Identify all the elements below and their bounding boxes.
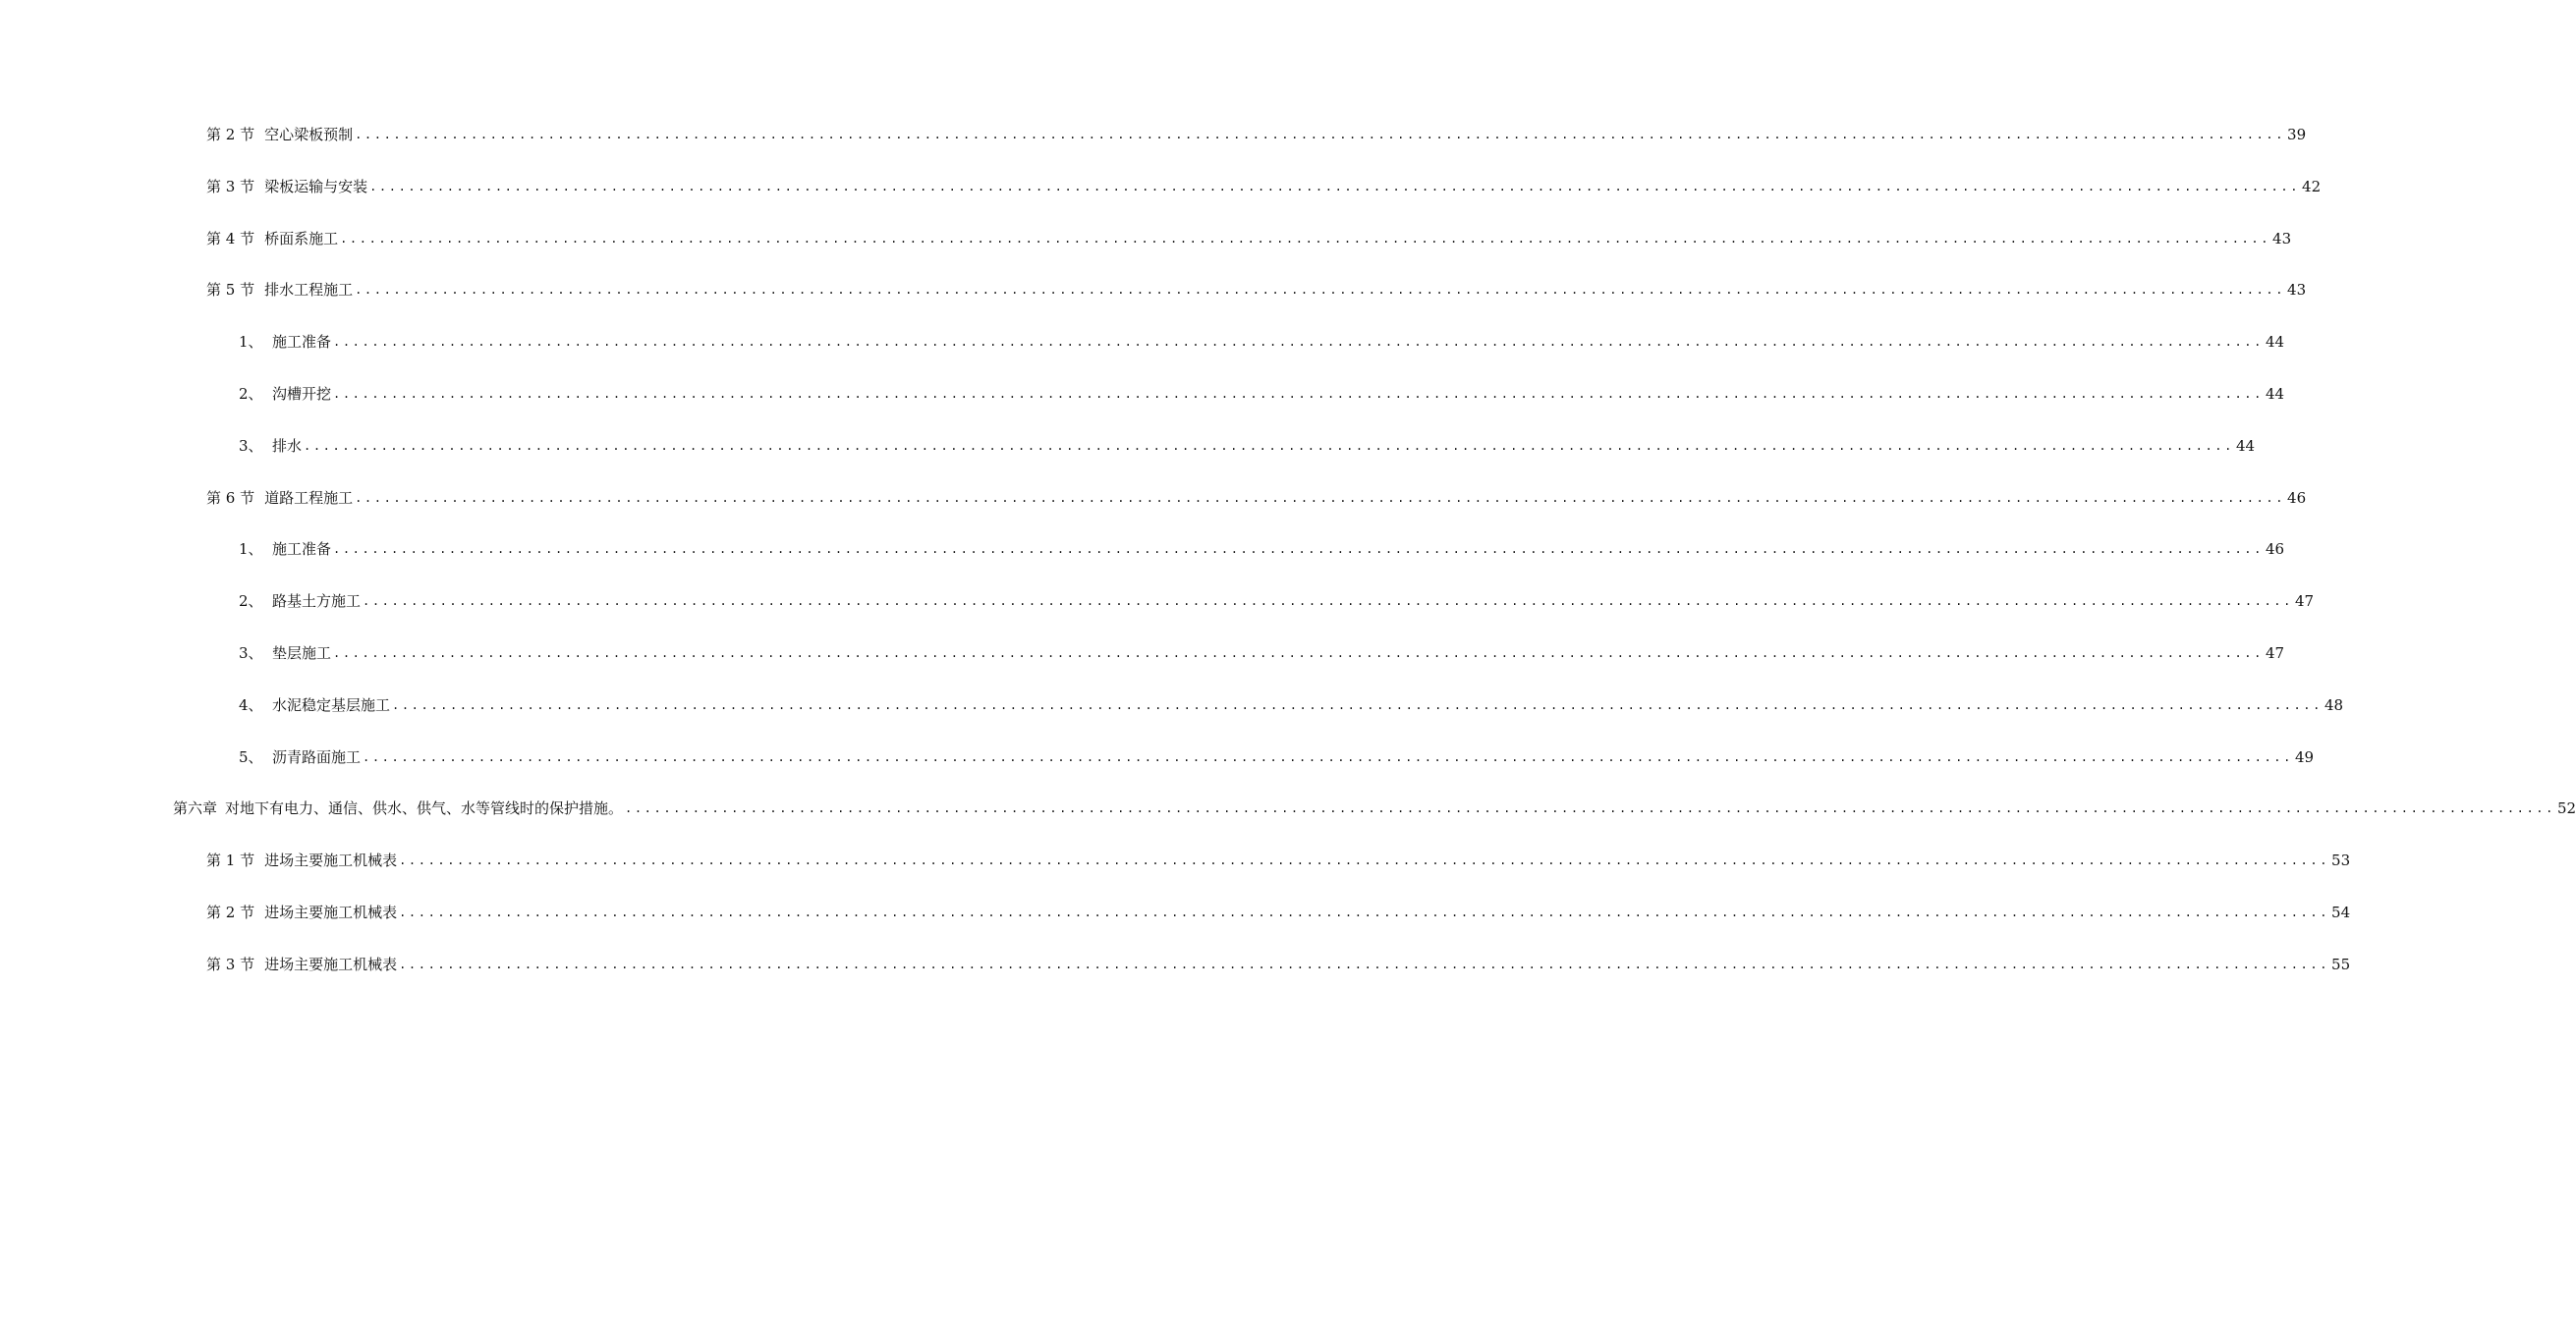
toc-entry-page-number: 47: [2294, 592, 2315, 611]
toc-entry-number: 4、: [239, 695, 263, 714]
toc-entry-title: 梁板运输与安装: [264, 177, 368, 195]
dot-leader: ........................................................................................................................................................................................................: [399, 905, 2330, 919]
toc-entry-title: 进场主要施工机械表: [264, 903, 398, 921]
toc-entry-number: 1、: [239, 540, 263, 559]
dot-leader: ........................................................................................................................................................................................................: [333, 335, 2264, 350]
toc-entry-page-number: 44: [2235, 436, 2256, 455]
toc-entry-page-number: 44: [2265, 384, 2285, 403]
toc-entry-item[interactable]: [0, 588, 2315, 640]
toc-entry-title: 道路工程施工: [264, 488, 354, 507]
toc-entry-title: 排水: [272, 436, 303, 455]
toc-entry-title: 对地下有电力、通信、供水、供气、水等管线时的保护措施。: [225, 799, 624, 818]
toc-entry-label: [206, 174, 367, 199]
toc-entry-number: 第 6 节: [206, 488, 255, 507]
dot-leader: ........................................................................................................................................................................................................: [399, 957, 2330, 971]
toc-entry-label: [206, 277, 353, 302]
dot-leader: ........................................................................................................................................................................................................: [333, 386, 2264, 401]
toc-entry-title: 施工准备: [272, 333, 332, 352]
toc-entry-item[interactable]: [0, 381, 2285, 433]
dot-leader: ........................................................................................................................................................................................................: [355, 283, 2286, 298]
toc-entry-label: [239, 536, 331, 562]
toc-entry-label: [206, 900, 397, 925]
toc-entry-page-number: 42: [2302, 177, 2322, 195]
toc-entry-item[interactable]: [0, 744, 2315, 797]
toc-entry-number: 5、: [239, 747, 263, 766]
dot-leader: ........................................................................................................................................................................................................: [340, 231, 2271, 246]
toc-entry-title: 施工准备: [272, 540, 332, 559]
toc-entry-number: 3、: [239, 643, 263, 662]
toc-entry-number: 2、: [239, 592, 263, 611]
dot-leader: ........................................................................................................................................................................................................: [333, 542, 2264, 557]
toc-entry-number: 第 2 节: [206, 903, 255, 921]
toc-entry-item[interactable]: [0, 692, 2344, 744]
toc-entry-number: 第 4 节: [206, 229, 255, 248]
toc-entry-section[interactable]: [0, 900, 2351, 952]
toc-entry-number: 第 3 节: [206, 955, 255, 973]
toc-entry-label: [239, 433, 302, 459]
toc-entry-label: [206, 226, 338, 251]
toc-entry-label: [239, 329, 331, 355]
toc-entry-page-number: 53: [2331, 852, 2351, 870]
toc-entry-label: [206, 848, 397, 873]
toc-entry-label: [239, 692, 390, 718]
toc-entry-number: 第 2 节: [206, 126, 255, 143]
toc-entry-page-number: 46: [2265, 540, 2285, 559]
toc-entry-page-number: 46: [2287, 488, 2307, 507]
dot-leader: ........................................................................................................................................................................................................: [333, 645, 2264, 660]
dot-leader: ........................................................................................................................................................................................................: [392, 697, 2323, 712]
toc-entry-section[interactable]: [0, 122, 2307, 174]
toc-entry-label: [206, 122, 353, 147]
toc-entry-page-number: 39: [2287, 126, 2307, 143]
toc-entry-label: [173, 796, 623, 821]
dot-leader: ........................................................................................................................................................................................................: [363, 594, 2293, 609]
toc-entry-title: 沟槽开挖: [272, 384, 332, 403]
toc-entry-label: [239, 640, 331, 666]
toc-entry-number: 第六章: [173, 799, 218, 818]
toc-entry-page-number: 49: [2294, 747, 2315, 766]
toc-entry-title: 垫层施工: [272, 643, 332, 662]
toc-entry-section[interactable]: [0, 226, 2292, 278]
toc-entry-number: 第 3 节: [206, 177, 255, 195]
toc-entry-page-number: 47: [2265, 643, 2285, 662]
toc-entry-section[interactable]: [0, 174, 2322, 226]
toc-entry-label: [206, 485, 353, 511]
toc-entry-section[interactable]: [0, 952, 2351, 1004]
dot-leader: ........................................................................................................................................................................................................: [399, 853, 2330, 868]
toc-entry-page-number: 43: [2272, 229, 2292, 248]
toc-entry-title: 空心梁板预制: [264, 126, 354, 143]
toc-entry-page-number: 54: [2331, 903, 2351, 921]
toc-entry-item[interactable]: [0, 536, 2285, 588]
toc-entry-title: 路基土方施工: [272, 592, 362, 611]
dot-leader: ........................................................................................................................................................................................................: [363, 749, 2293, 764]
toc-entry-number: 第 1 节: [206, 852, 255, 870]
toc-entry-number: 2、: [239, 384, 263, 403]
toc-entry-title: 进场主要施工机械表: [264, 852, 398, 870]
table-of-contents: [0, 122, 2576, 1004]
toc-entry-number: 3、: [239, 436, 263, 455]
toc-entry-label: [239, 744, 361, 770]
toc-entry-title: 水泥稳定基层施工: [272, 695, 391, 714]
dot-leader: ........................................................................................................................................................................................................: [355, 128, 2286, 141]
dot-leader: ........................................................................................................................................................................................................: [369, 179, 2301, 193]
dot-leader: ........................................................................................................................................................................................................: [625, 801, 2555, 816]
toc-entry-title: 进场主要施工机械表: [264, 955, 398, 973]
toc-entry-number: 1、: [239, 333, 263, 352]
toc-entry-label: [206, 952, 397, 977]
dot-leader: ........................................................................................................................................................................................................: [355, 490, 2286, 505]
toc-entry-number: 第 5 节: [206, 281, 255, 300]
toc-entry-title: 排水工程施工: [264, 281, 354, 300]
toc-entry-section[interactable]: [0, 848, 2351, 900]
toc-entry-label: [239, 381, 331, 407]
toc-entry-title: 桥面系施工: [264, 229, 339, 248]
toc-entry-item[interactable]: [0, 433, 2256, 485]
toc-entry-page-number: 44: [2265, 333, 2285, 352]
toc-entry-section[interactable]: [0, 485, 2307, 537]
toc-entry-label: [239, 588, 361, 614]
toc-entry-title: 沥青路面施工: [272, 747, 362, 766]
toc-entry-page-number: 55: [2331, 955, 2351, 973]
toc-entry-page-number: 43: [2287, 281, 2307, 300]
toc-entry-chapter[interactable]: [0, 796, 2576, 848]
toc-entry-section[interactable]: [0, 277, 2307, 329]
toc-entry-item[interactable]: [0, 640, 2285, 692]
toc-entry-page-number: 48: [2324, 695, 2344, 714]
dot-leader: ........................................................................................................................................................................................................: [304, 438, 2234, 453]
toc-entry-page-number: 52: [2556, 799, 2576, 818]
toc-entry-item[interactable]: [0, 329, 2285, 381]
